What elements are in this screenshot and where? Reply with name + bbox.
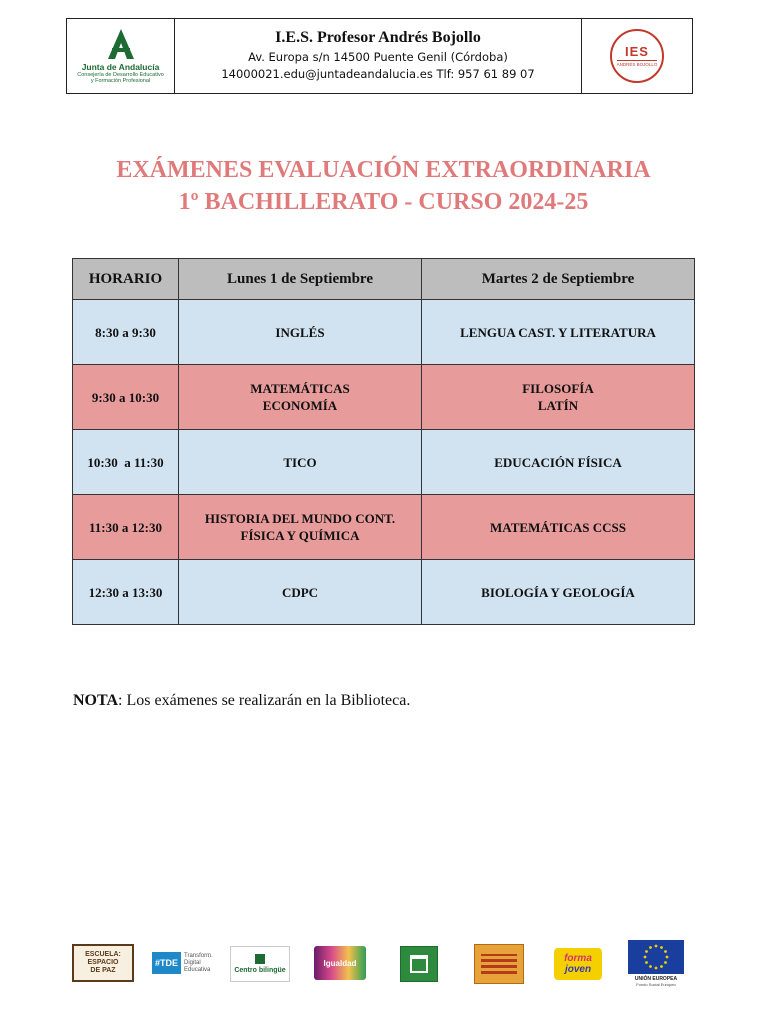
junta-name: Junta de Andalucía [81, 61, 160, 72]
note-label: NOTA [73, 692, 119, 709]
school-info [175, 19, 582, 93]
subject: EDUCACIÓN FÍSICA [494, 454, 622, 470]
header-monday: Lunes 1 de Septiembre [179, 259, 422, 300]
table-header-row [73, 259, 695, 300]
time-cell: 8:30 a 9:30 [73, 300, 179, 365]
subject: TICO [283, 454, 317, 470]
union-europea-logo [628, 940, 684, 988]
time-cell: 9:30 a 10:30 [73, 365, 179, 430]
seal-sub-text: ANDRÉS BOJOLLO [616, 62, 658, 67]
letterhead [66, 18, 693, 94]
escuela-espacio-de-paz-logo [72, 944, 134, 982]
ies-seal-icon [610, 29, 664, 83]
tde-line-1: Transform. [184, 952, 213, 959]
subject: FÍSICA Y QUÍMICA [240, 528, 360, 543]
exam-note [73, 692, 410, 710]
time-cell: 10:30 a 11:30 [73, 430, 179, 495]
monday-cell [179, 300, 422, 365]
tde-tag: #TDE [152, 952, 181, 974]
escuela-line-3: DE PAZ [90, 967, 116, 974]
eu-flag-icon [628, 940, 684, 974]
subject: LATÍN [537, 398, 579, 413]
page-subtitle: 1º BACHILLERATO - CURSO 2024-25 [178, 189, 589, 215]
time-cell: 11:30 a 12:30 [73, 495, 179, 560]
escuela-line-2: ESPACIO [87, 959, 119, 966]
junta-sub-line-2: y Formación Profesional [90, 78, 151, 84]
header-horario: HORARIO [73, 259, 179, 300]
junta-sub-line-1: Consejería de Desarrollo Educativo [77, 71, 164, 78]
formajoven-line-1: forma [564, 953, 592, 964]
subject: MATEMÁTICAS CCSS [490, 519, 626, 535]
junta-logo [67, 19, 175, 93]
tuesday-cell [422, 365, 695, 430]
subject: ECONOMÍA [262, 398, 338, 413]
note-text: : Los exámenes se realizarán en la Biblioteca. [118, 692, 411, 709]
bilingue-text: Centro bilingüe [234, 967, 286, 974]
eu-line-2: Fondo Social Europeo [636, 982, 676, 987]
programa-acompanamiento-logo [474, 944, 524, 984]
exam-schedule-table [72, 258, 695, 625]
eu-stars-icon [642, 943, 670, 971]
house-icon [410, 955, 428, 973]
monday-cell [179, 365, 422, 430]
junta-andalucia-icon [101, 28, 141, 60]
monday-cell [179, 560, 422, 625]
table-row [73, 300, 695, 365]
subject: MATEMÁTICAS [250, 381, 350, 396]
monday-cell [179, 430, 422, 495]
bilingue-icon [255, 954, 265, 964]
school-contact: 14000021.edu@juntadeandalucia.es Tlf: 957 61 89 07 [221, 67, 535, 81]
monday-cell [179, 495, 422, 560]
school-name: I.E.S. Profesor Andrés Bojollo [275, 29, 481, 46]
school-seal [582, 19, 692, 93]
tde-line-2: Digital [184, 959, 201, 966]
subject: CDPC [281, 584, 319, 600]
tuesday-cell [422, 300, 695, 365]
centro-bilingue-logo [230, 946, 290, 982]
junta-green-badge-logo [400, 946, 438, 982]
table-row [73, 495, 695, 560]
eu-line-1: UNIÓN EUROPEA [634, 976, 678, 982]
subject: INGLÉS [275, 324, 325, 340]
tuesday-cell [422, 430, 695, 495]
tde-logo [152, 948, 220, 978]
escuela-line-1: ESCUELA: [85, 951, 121, 958]
subject: BIOLOGÍA Y GEOLOGÍA [481, 584, 635, 600]
page-title: EXÁMENES EVALUACIÓN EXTRAORDINARIA [116, 157, 651, 183]
junta-department [77, 72, 164, 85]
table-row [73, 560, 695, 625]
time-cell: 12:30 a 13:30 [73, 560, 179, 625]
seal-main-text: IES [625, 44, 649, 59]
subject: LENGUA CAST. Y LITERATURA [460, 324, 656, 340]
tde-text [184, 953, 213, 974]
table-row [73, 365, 695, 430]
igualdad-text: Igualdad [323, 958, 357, 968]
subject: FILOSOFÍA [522, 381, 594, 396]
programa-stripes-icon [481, 954, 517, 974]
igualdad-logo [314, 946, 366, 980]
tuesday-cell [422, 560, 695, 625]
table-row [73, 430, 695, 495]
forma-joven-logo [554, 948, 602, 980]
tde-line-3: Educativa [184, 966, 211, 973]
footer-logos [72, 940, 692, 988]
tuesday-cell [422, 495, 695, 560]
formajoven-line-2: joven [564, 964, 592, 975]
subject: HISTORIA DEL MUNDO CONT. [204, 511, 396, 526]
school-address: Av. Europa s/n 14500 Puente Genil (Córdoba) [248, 50, 508, 64]
header-tuesday: Martes 2 de Septiembre [422, 259, 695, 300]
